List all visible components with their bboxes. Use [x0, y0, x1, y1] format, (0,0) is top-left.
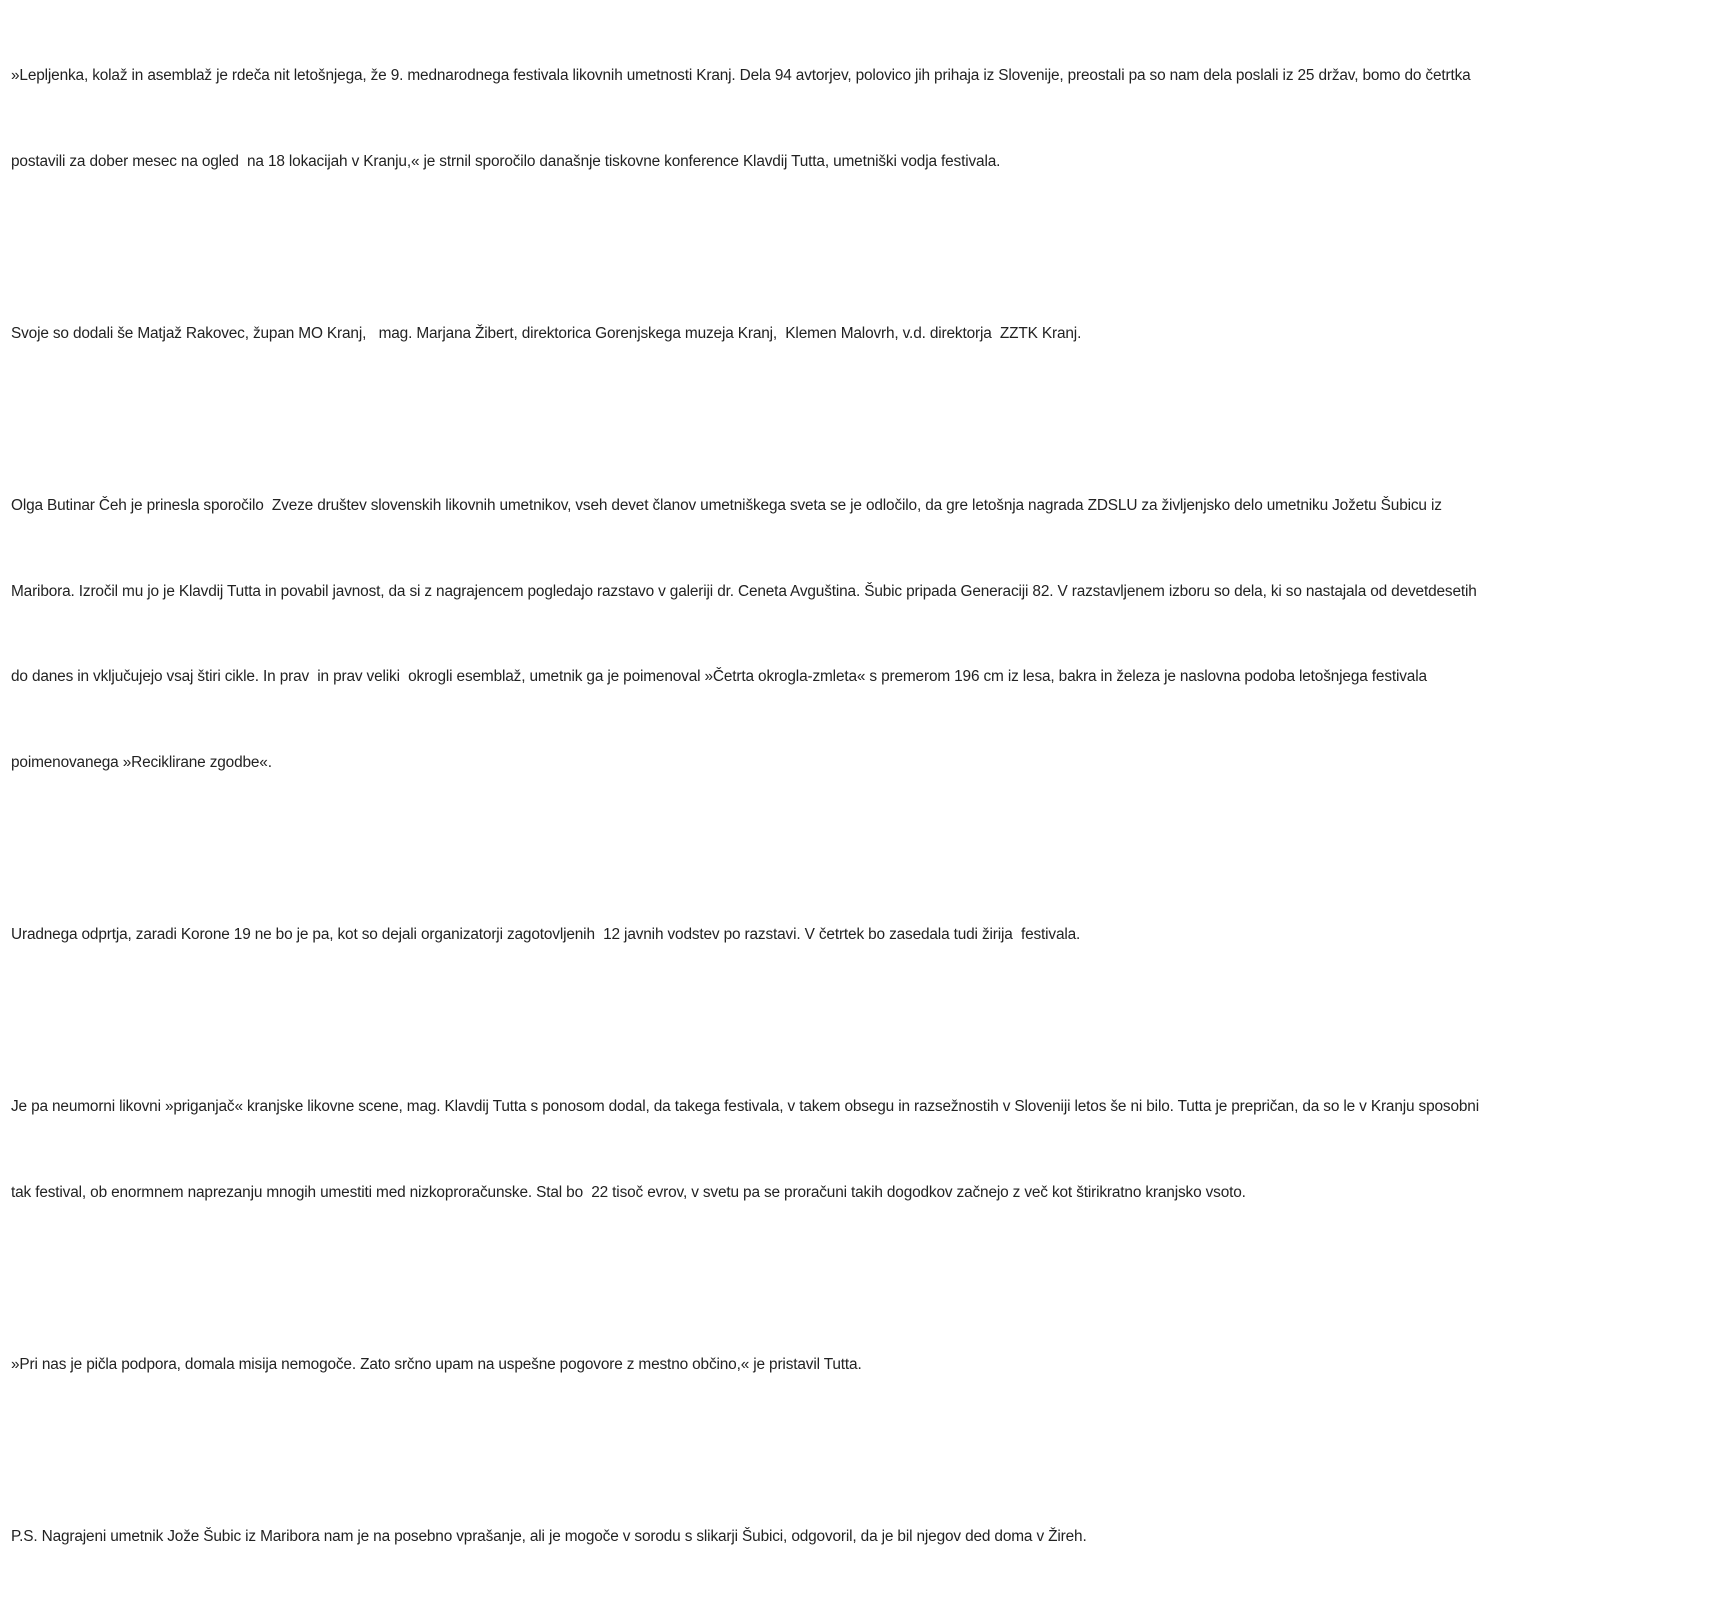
text-line: Je pa neumorni likovni »priganjač« kranjske likovne scene, mag. Klavdij Tutta s ponosom dodal, da takega festivala, v takem obsegu in razsežnostih v Sloveniji letos še ni bilo. Tutta je prepričan, da so le v Kranju sposobni [11, 1098, 1479, 1116]
paragraph-festival-intro [11, 5, 1700, 234]
text-line: Olga Butinar Čeh je prinesla sporočilo Zveze društev slovenskih likovnih umetnikov, vseh devet članov umetniškega sveta se je odločilo, da gre letošnja nagrada ZDSLU za življenjsko delo umetniku Jožetu Šubicu iz [11, 496, 1442, 514]
paragraph-opening [11, 864, 1700, 1007]
paragraph-budget [11, 1036, 1700, 1265]
text-line: Svoje so dodali še Matjaž Rakovec, župan MO Kranj, mag. Marjana Žibert, direktorica Gorenjskega muzeja Kranj, Klemen Malovrh, v.d. direktorja ZZTK Kranj. [11, 324, 1082, 342]
paragraph-postscript [11, 1466, 1700, 1609]
text-line: P.S. Nagrajeni umetnik Jože Šubic iz Maribora nam je na posebno vprašanje, ali je mogoče v sorodu s slikarji Šubici, odgovoril, da je bil njegov ded doma v Žireh. [11, 1527, 1087, 1545]
text-line: tak festival, ob enormnem naprezanju mnogih umestiti med nizkoproračunske. Stal bo 22 tisoč evrov, v svetu pa se proračuni takih dogodkov začnejo z več kot štirikratno kranjsko vsoto. [11, 1183, 1246, 1201]
text-line: poimenovanega »Reciklirane zgodbe«. [11, 754, 272, 772]
text-line: postavili za dober mesec na ogled na 18 lokacijah v Kranju,« je strnil sporočilo današnje tiskovne konference Klavdij Tutta, umetniški vodja festivala. [11, 152, 1001, 170]
paragraph-award [11, 435, 1700, 835]
paragraph-quote [11, 1294, 1700, 1437]
text-line: Uradnega odprtja, zaradi Korone 19 ne bo je pa, kot so dejali organizatorji zagotovljenih 12 javnih vodstev po razstavi. V četrtek bo zasedala tudi žirija festivala. [11, 926, 1081, 944]
text-line: »Lepljenka, kolaž in asemblaž je rdeča nit letošnjega, že 9. mednarodnega festivala likovnih umetnosti Kranj. Dela 94 avtorjev, polovico jih prihaja iz Slovenije, preostali pa so nam dela poslali iz 25 držav, bomo do četrtka [11, 67, 1471, 85]
text-line: Maribora. Izročil mu jo je Klavdij Tutta in povabil javnost, da si z nagrajencem pogledajo razstavo v galeriji dr. Ceneta Avguština. Šubic pripada Generaciji 82. V razstavljenem izboru so dela, ki so nastajala od devetdesetih [11, 582, 1477, 600]
paragraph-speakers [11, 263, 1700, 406]
text-line: »Pri nas je pičla podpora, domala misija nemogoče. Zato srčno upam na uspešne pogovore z mestno občino,« je pristavil Tutta. [11, 1355, 862, 1373]
text-line: do danes in vključujejo vsaj štiri cikle. In prav in prav veliki okrogli esemblaž, umetnik ga je poimenoval »Četrta okrogla-zmleta« s premerom 196 cm iz lesa, bakra in železa je naslovna podoba letošnjega festivala [11, 668, 1427, 686]
